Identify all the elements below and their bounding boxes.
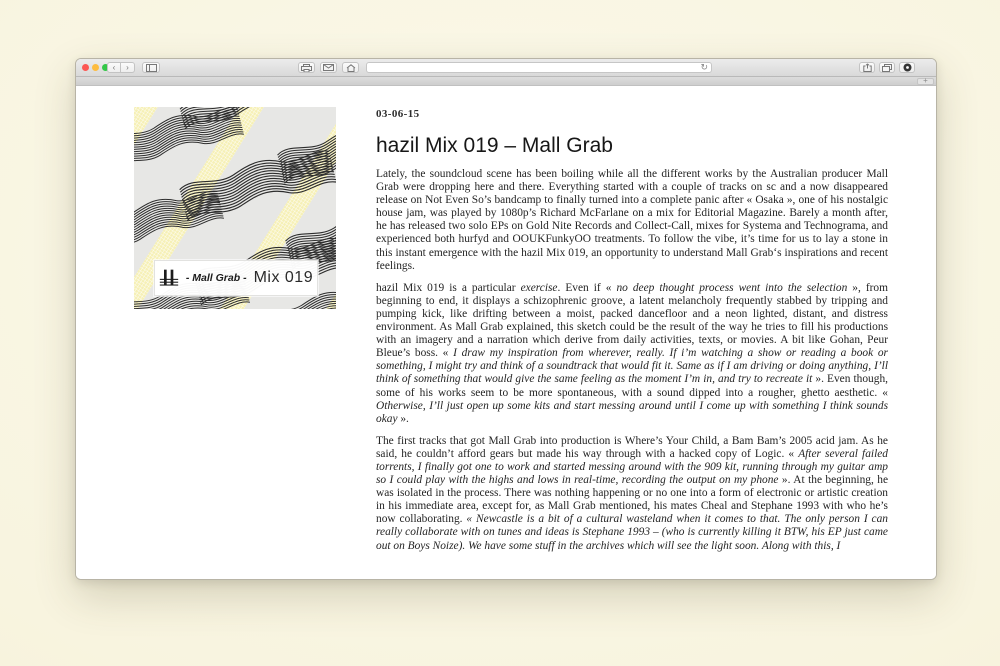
extension-button[interactable]	[899, 62, 915, 73]
address-bar[interactable]	[366, 62, 712, 73]
paragraph: hazil Mix 019 is a particular exercise. Even if « no deep thought process went into the selection », from beginning to end, it displays a schizophrenic groove, a latent melancholy frequently stabbed by tripping and pumping kick, like drifting between a moist, packed dancefloor and a neon lighted, distant, and distress environment. As Mall Grab explained, this sketch could be the result of the way he tries to fill his productions with an imagery and a narration which derive from daily activities, texts, or movies. A bit like Gohan, Peur Bleue’s boss. « I draw my inspiration from wherever, really. If i’m watching a show or reading a book or something, I might try and think of a soundtrack that would fit it. Same as if I am driving or doing anything, I’ll think of something that would give the same feeling as the moment I’m in, and try to recreate it ». Even though, some of his works seem to be more spontaneous, with a sound dipped into a rougher, ghetto aesthetic. « Otherwise, I’ll just open up some kits and start messing around until I come up with something I think sounds okay ».	[376, 281, 888, 425]
print-button[interactable]	[298, 62, 315, 73]
printer-icon	[301, 64, 312, 72]
article-date: 03-06-15	[376, 108, 420, 120]
browser-window	[75, 58, 937, 580]
home-icon	[346, 64, 356, 72]
artwork-artist-label: - Mall Grab -	[185, 272, 247, 284]
share-button[interactable]	[859, 62, 875, 73]
artwork-mix-label: Mix 019	[253, 269, 314, 286]
page-content	[76, 86, 936, 580]
tabs-icon	[882, 64, 892, 72]
share-icon	[863, 63, 872, 72]
artwork-label	[154, 260, 318, 296]
envelope-icon	[323, 64, 334, 71]
article-body	[376, 168, 888, 553]
paragraph: Lately, the soundcloud scene has been boiling while all the different works by the Australian producer Mall Grab were dropping here and there. Everything started with a couple of tracks on sc and a now disappeared release on Not Even So’s bandcamp to finally turned into a complete panic after « Osaka », one of his nostalgic house jam, was played by 1080p’s Richard McFarlane on a mix for Editorial Magazine. Barely a month after, he has released two solo EPs on Gold Nite Records and Collect-Call, mixes for Systema and Technograma, and experienced both hurfyd and OOUKFunkyOO treatments. To follow the vibe, it’s time for us to lay a stone in this instant emergence with the hazil Mix 019, an opportunity to understand Mall Grab‘s inspirations and recent feelings.	[376, 168, 888, 272]
paragraph: The first tracks that got Mall Grab into production is Where’s Your Child, a Bam Bam’s 2005 acid jam. As he said, he couldn’t afford gears but made his way through with a hacked copy of Logic. « After several failed torrents, I finally got one to work and started messing around with the 909 kit, running through my guitar amp so I could play with the highs and lows in real-time, recording the output on my phone ». At the beginning, he was isolated in the process. There was nothing happening or no one into a form of electronic or artistic creation in his immediate area, except for, as Mall Grab mentioned, his mates Cheal and Stephane 1993 with who he’s now collaborating. « Newcastle is a bit of a cultural wasteland when it comes to that. The only person I can really collaborate with on tunes and ideas is Stephane 1993 – (who is currently killing it BTW, his EP just came out on Boys Noize). We have some stuff in the archives which will see the light soon. Along with this, I	[376, 434, 889, 552]
traffic-lights	[82, 64, 109, 71]
back-button[interactable]	[107, 62, 121, 73]
home-button[interactable]	[342, 62, 359, 73]
minimize-window-button[interactable]	[92, 64, 99, 71]
reload-icon[interactable]: ↻	[700, 63, 708, 73]
tab-overview-button[interactable]	[879, 62, 895, 73]
close-window-button[interactable]	[82, 64, 89, 71]
new-tab-button[interactable]: +	[917, 78, 934, 85]
forward-button[interactable]	[121, 62, 135, 73]
artwork	[134, 107, 336, 309]
mail-button[interactable]	[320, 62, 337, 73]
forward-icon: ›	[126, 62, 129, 72]
article	[376, 108, 888, 562]
tab-strip	[76, 77, 936, 86]
sidebar-icon	[146, 64, 157, 72]
page-title: hazil Mix 019 – Mall Grab	[376, 134, 613, 157]
extension-icon	[903, 63, 912, 72]
back-icon: ‹	[112, 62, 116, 72]
hazil-logo-icon	[159, 268, 179, 288]
browser-toolbar	[76, 59, 936, 77]
sidebar-toggle-button[interactable]	[142, 62, 160, 73]
